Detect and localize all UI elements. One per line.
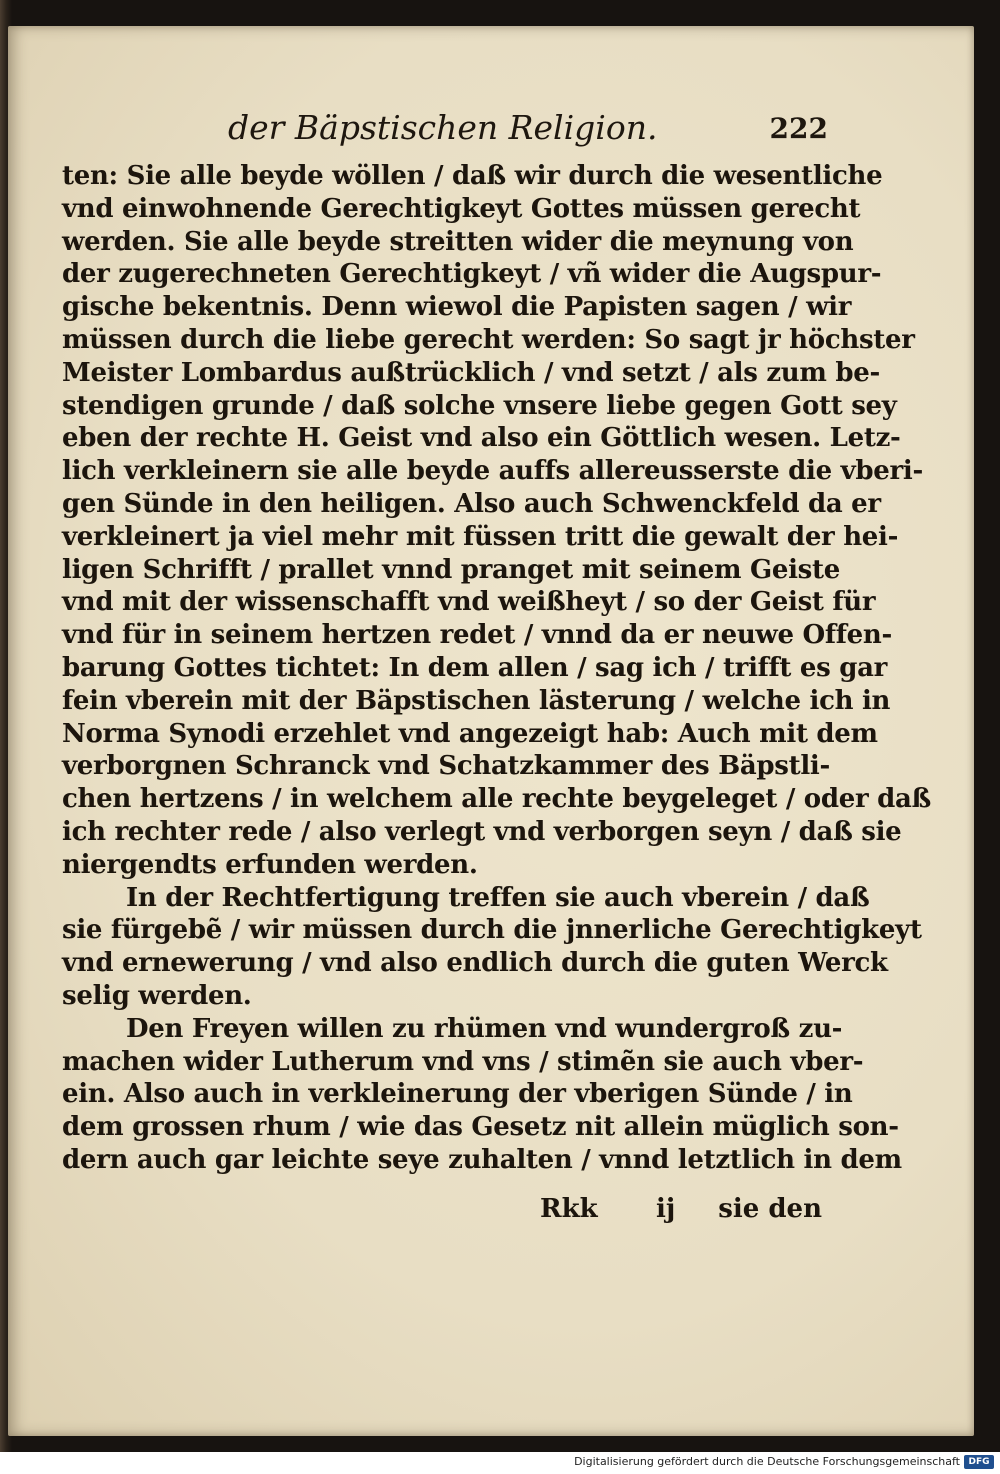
text-line: machen wider Lutherum vnd vns / stimẽn sie auch vber- xyxy=(62,1046,864,1077)
text-line: müssen durch die liebe gerecht werden: So sagt jr höchster xyxy=(62,324,915,355)
text-line: vnd mit der wissenschafft vnd weißheyt / so der Geist für xyxy=(62,587,876,618)
text-line: ligen Schrifft / prallet vnnd pranget mit seinem Geiste xyxy=(62,554,840,585)
signature-number: ij xyxy=(656,1194,676,1224)
text-line: niergendts erfunden werden. xyxy=(62,849,478,880)
text-line: gische bekentnis. Denn wiewol die Papisten sagen / wir xyxy=(62,292,852,323)
catchword: sie den xyxy=(718,1194,822,1224)
text-line: gen Sünde in den heiligen. Also auch Schwenckfeld da er xyxy=(62,488,881,519)
text-line: ich rechter rede / also verlegt vnd verborgen seyn / daß sie xyxy=(62,816,902,847)
text-line: eben der rechte H. Geist vnd also ein Göttlich wesen. Letz- xyxy=(62,423,901,454)
dfg-logo: DFG xyxy=(964,1455,994,1469)
text-line: der zugerechneten Gerechtigkeyt / vñ wider die Augspur- xyxy=(62,259,882,290)
running-head-title: der Bäpstischen Religion. xyxy=(228,108,658,147)
footer-credit: Digitalisierung gefördert durch die Deutsche Forschungsgemeinschaft xyxy=(574,1455,960,1468)
text-line: selig werden. xyxy=(62,980,252,1011)
text-line: dern auch gar leichte seye zuhalten / vnnd letztlich in dem xyxy=(62,1144,902,1175)
text-line: chen hertzens / in welchem alle rechte beygeleget / oder daß xyxy=(62,784,931,815)
body-text xyxy=(62,160,931,1177)
text-line: In der Rechtfertigung treffen sie auch vberein / daß xyxy=(126,882,870,913)
page-number: 222 xyxy=(769,112,828,145)
text-line: verkleinert ja viel mehr mit füssen tritt die gewalt der hei- xyxy=(62,521,899,552)
text-line: werden. Sie alle beyde streitten wider die meynung von xyxy=(62,226,854,257)
running-head xyxy=(228,108,828,152)
signature-mark: Rkk xyxy=(540,1194,598,1224)
text-line: barung Gottes tichtet: In dem allen / sag ich / trifft es gar xyxy=(62,652,888,683)
text-line: fein vberein mit der Bäpstischen lästerung / welche ich in xyxy=(62,685,891,716)
text-line: dem grossen rhum / wie das Gesetz nit allein müglich son- xyxy=(62,1112,899,1143)
text-line: ten: Sie alle beyde wöllen / daß wir durch die wesentliche xyxy=(62,161,883,191)
text-line: sie fürgebẽ / wir müssen durch die jnnerliche Gerechtigkeyt xyxy=(62,915,922,946)
text-line: vnd einwohnende Gerechtigkeyt Gottes müssen gerecht xyxy=(62,193,861,224)
text-line: vnd für in seinem hertzen redet / vnnd da er neuwe Offen- xyxy=(62,620,892,651)
text-line: ein. Also auch in verkleinerung der vberigen Sünde / in xyxy=(62,1079,853,1110)
text-line: vnd ernewerung / vnd also endlich durch die guten Werck xyxy=(62,948,888,979)
text-line: stendigen grunde / daß solche vnsere liebe gegen Gott sey xyxy=(62,390,897,421)
catchline xyxy=(540,1194,822,1230)
text-line: Den Freyen willen zu rhümen vnd wundergroß zu- xyxy=(126,1013,843,1044)
text-line: verborgnen Schranck vnd Schatzkammer des Bäpstli- xyxy=(62,751,830,782)
footer xyxy=(0,1452,1000,1474)
text-line: lich verkleinern sie alle beyde auffs allereusserste die vberi- xyxy=(62,456,924,487)
text-line: Meister Lombardus außtrücklich / vnd setzt / als zum be- xyxy=(62,357,880,388)
text-line: Norma Synodi erzehlet vnd angezeigt hab: Auch mit dem xyxy=(62,718,878,749)
